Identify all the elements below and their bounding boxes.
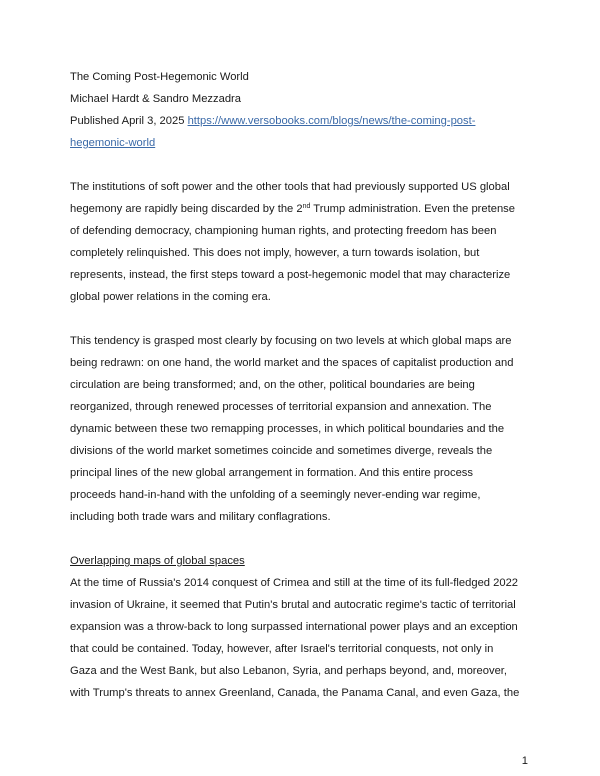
paragraph-line: including both trade wars and military conflagrations. xyxy=(70,511,331,523)
paragraph-line: that could be contained. Today, however, after Israel's territorial conquests, not only in xyxy=(70,643,494,655)
paragraph-1 xyxy=(70,176,532,308)
paragraph-line: represents, instead, the first steps toward a post-hegemonic model that may characterize xyxy=(70,269,511,281)
paragraph-line: reorganized, through renewed processes of territorial expansion and annexation. The xyxy=(70,401,492,413)
document-page xyxy=(70,66,532,704)
paragraph-line: dynamic between these two remapping processes, in which political boundaries and the xyxy=(70,423,505,435)
article-title: The Coming Post-Hegemonic World xyxy=(70,71,249,83)
paragraph-line: being redrawn: on one hand, the world market and the spaces of capitalist production and xyxy=(70,357,514,369)
paragraph-line: expansion was a throw-back to long surpassed international power plays and an exception xyxy=(70,621,518,633)
paragraph-line: completely relinquished. This does not imply, however, a turn towards isolation, but xyxy=(70,247,480,259)
paragraph-line: divisions of the world market sometimes coincide and sometimes diverge, reveals the xyxy=(70,445,493,457)
text-run: hegemony are rapidly being discarded by the 2 xyxy=(70,203,303,215)
paragraph-line: The institutions of soft power and the other tools that had previously supported US global xyxy=(70,181,510,193)
page-number: 1 xyxy=(521,755,528,767)
paragraph-line: invasion of Ukraine, it seemed that Putin's brutal and autocratic regime's tactic of territorial xyxy=(70,599,516,611)
paragraph-line: principal lines of the new global arrangement in formation. And this entire process xyxy=(70,467,473,479)
ordinal-superscript: nd xyxy=(302,203,311,210)
paragraph-line: This tendency is grasped most clearly by focusing on two levels at which global maps are xyxy=(70,335,512,347)
text-run: Trump administration. Even the pretense xyxy=(310,203,515,215)
published-line-continued xyxy=(70,132,532,154)
section-overlapping-maps xyxy=(70,550,532,704)
section-heading: Overlapping maps of global spaces xyxy=(70,555,245,567)
paragraph-line xyxy=(70,198,532,220)
paragraph-2 xyxy=(70,330,532,528)
article-authors: Michael Hardt & Sandro Mezzadra xyxy=(70,93,241,105)
article-link[interactable]: https://www.versobooks.com/blogs/news/the-coming-post- xyxy=(187,115,476,127)
paragraph-line: with Trump's threats to annex Greenland, Canada, the Panama Canal, and even Gaza, the xyxy=(70,687,520,699)
paragraph-line: At the time of Russia's 2014 conquest of Crimea and still at the time of its full-fledged 2022 xyxy=(70,577,519,589)
document-header xyxy=(70,66,532,154)
paragraph-line: global power relations in the coming era. xyxy=(70,291,271,303)
published-date: Published April 3, 2025 xyxy=(70,115,185,127)
paragraph-line: Gaza and the West Bank, but also Lebanon, Syria, and perhaps beyond, and, moreover, xyxy=(70,665,508,677)
paragraph-line: proceeds hand-in-hand with the unfolding of a seemingly never-ending war regime, xyxy=(70,489,481,501)
article-link-continued[interactable]: hegemonic-world xyxy=(70,137,156,149)
paragraph-line: circulation are being transformed; and, on the other, political boundaries are being xyxy=(70,379,475,391)
published-line xyxy=(70,110,532,132)
paragraph-line: of defending democracy, championing human rights, and protecting freedom has been xyxy=(70,225,497,237)
